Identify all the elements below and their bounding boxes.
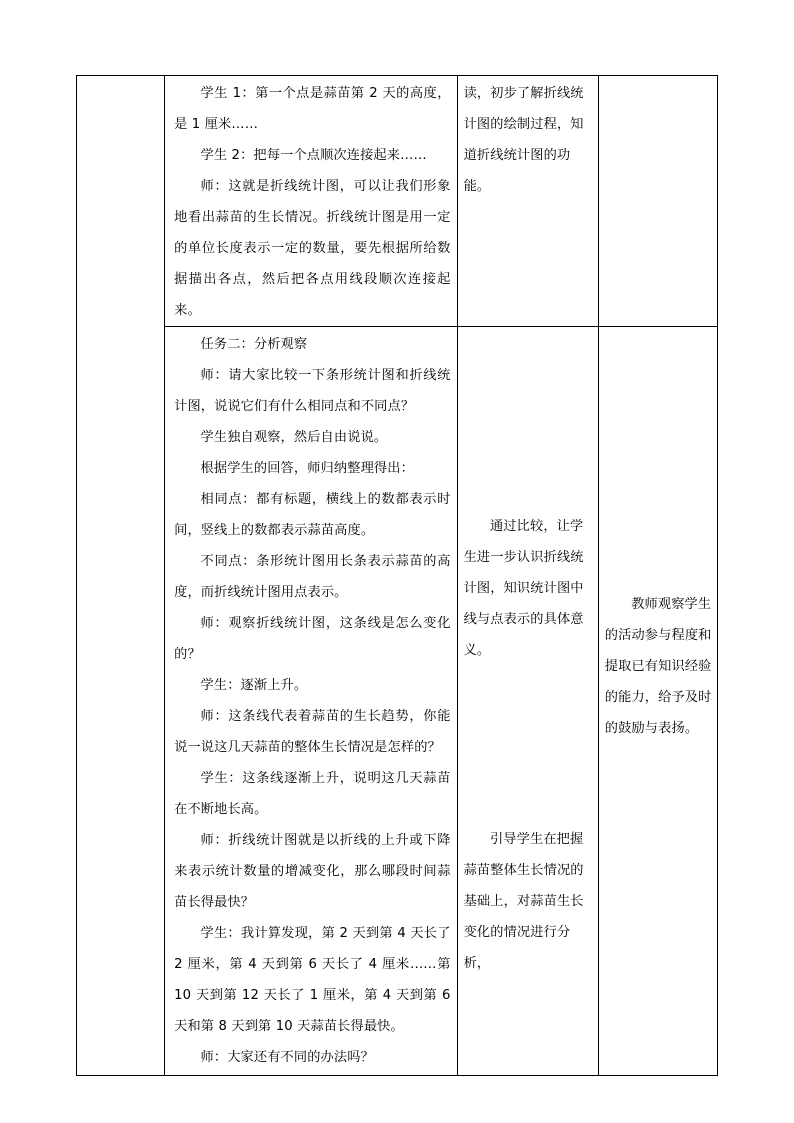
paragraph: 师：折线统计图就是以折线的上升或下降来表示统计数量的增减变化，那么哪段时间蒜苗长得最快？ <box>174 833 451 910</box>
paragraph: 不同点：条形统计图用长条表示蒜苗的高度，而折线统计图用点表示。 <box>174 554 451 600</box>
evaluation-cell <box>598 76 717 327</box>
intent-text: 通过比较，让学生进一步认识折线统计图，知识统计图中线与点表示的具体意义。 <box>463 519 584 658</box>
paragraph: 师：请大家比较一下条形统计图和折线统计图，说说它们有什么相同点和不同点？ <box>174 368 451 414</box>
intent-text: 引导学生在把握蒜苗整体生长情况的基础上，对蒜苗生长变化的情况进行分析， <box>463 832 584 971</box>
lesson-plan-table <box>76 75 718 1076</box>
intent-text: 读，初步了解折线统计图的绘制过程，知道折线统计图的功能。 <box>463 86 584 194</box>
table-row <box>77 327 718 1076</box>
paragraph: 学生 2：把每一个点顺次连接起来…… <box>200 148 427 163</box>
paragraph: 师：这条线代表着蒜苗的生长趋势，你能说一说这几天蒜苗的整体生长情况是怎样的？ <box>174 709 451 755</box>
intent-cell <box>457 76 598 327</box>
stage-cell <box>77 76 165 1076</box>
paragraph: 学生：逐渐上升。 <box>200 678 308 693</box>
activity-cell <box>165 327 457 1076</box>
evaluation-cell <box>598 327 717 1076</box>
activity-cell <box>165 76 457 327</box>
task-heading: 任务二：分析观察 <box>200 337 308 352</box>
intent-cell <box>457 327 598 1076</box>
paragraph: 学生：我计算发现，第 2 天到第 4 天长了 2 厘米，第 4 天到第 6 天长了 4 厘米……第 10 天到第 12 天长了 1 厘米，第 4 天到第 6 天和第 8 天到第 10 天蒜苗长得最快。 <box>174 926 451 1034</box>
paragraph: 学生 1：第一个点是蒜苗第 2 天的高度，是 1 厘米…… <box>174 86 451 132</box>
table-row <box>77 76 718 327</box>
paragraph: 师：这就是折线统计图，可以让我们形象地看出蒜苗的生长情况。折线统计图是用一定的单位长度表示一定的数量，要先根据所给数据描出各点，然后把各点用线段顺次连接起来。 <box>174 179 451 318</box>
evaluation-text: 教师观察学生的活动参与程度和提取已有知识经验的能力，给予及时的鼓励与表扬。 <box>604 597 712 736</box>
paragraph: 师：观察折线统计图，这条线是怎么变化的？ <box>174 616 451 662</box>
paragraph: 学生独自观察，然后自由说说。 <box>200 430 388 445</box>
paragraph: 相同点：都有标题，横线上的数都表示时间，竖线上的数都表示蒜苗高度。 <box>174 492 451 538</box>
paragraph: 学生：这条线逐渐上升，说明这几天蒜苗在不断地长高。 <box>174 771 451 817</box>
paragraph: 根据学生的回答，师归纳整理得出： <box>200 461 414 476</box>
paragraph: 师：大家还有不同的办法吗？ <box>200 1050 374 1065</box>
